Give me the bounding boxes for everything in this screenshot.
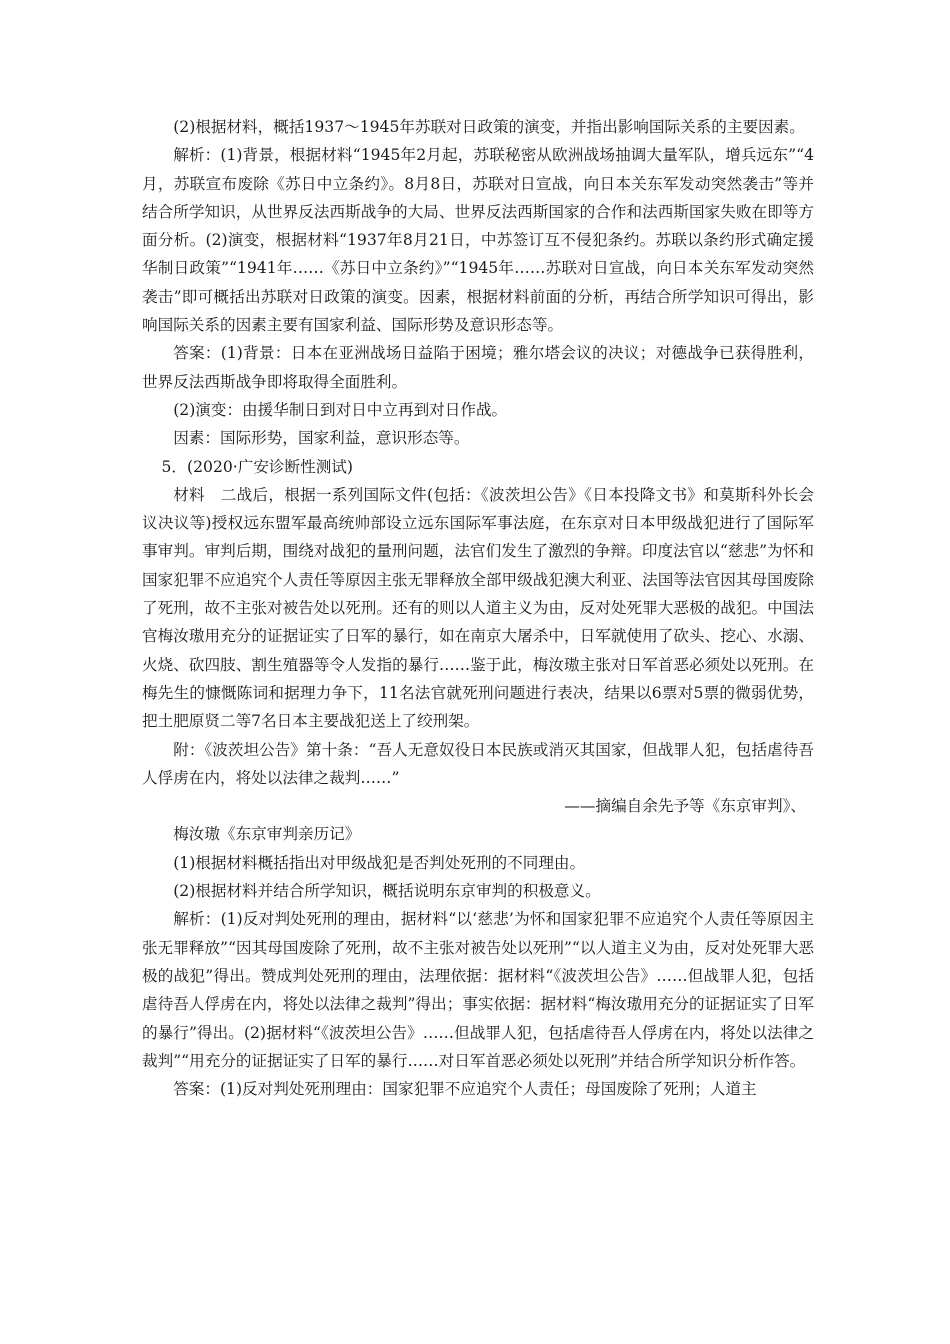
answer-evolution: (2)演变：由援华制日到对日中立再到对日作战。	[173, 400, 508, 419]
answer-background: 答案：(1)背景：日本在亚洲战场日益陷于困境；雅尔塔会议的决议；对德战争已获得胜利，世界反法西斯战争即将取得全面胜利。	[142, 344, 814, 391]
material-paragraph: 材料 二战后，根据一系列国际文件(包括：《波茨坦公告》《日本投降文书》和莫斯科外长会议决议等)授权远东盟军最高统帅部设立远东国际军事法庭，在东京对日本甲级战犯进行了国际军事审判。审判后期，围绕对战犯的量刑问题，法官们发生了激烈的争辩。印度法官以“慈悲”为怀和国家犯罪不应追究个人责任等原因主张无罪释放全部甲级战犯澳大利亚、法国等法官因其母国废除了死刑，故不主张对被告处以死刑。还有的则以人道主义为由，反对处死罪大恶极的战犯。中国法官梅汝璈用充分的证据证实了日军的暴行，如在南京大屠杀中，日军就使用了砍头、挖心、水溺、火烧、砍四肢、割生殖器等令人发指的暴行……鉴于此，梅汝璈主张对日军首恶必须处以死刑。在梅先生的慷慨陈词和据理力争下，11名法官就死刑问题进行表决，结果以6票对5票的微弱优势，把土肥原贤二等7名日本主要战犯送上了绞刑架。	[142, 485, 814, 731]
analysis-paragraph: 解析：(1)背景，根据材料“1945年2月起，苏联秘密从欧洲战场抽调大量军队，增兵远东”“4月，苏联宣布废除《苏日中立条约》。8月8日，苏联对日宣战，向日本关东军发动突然袭击”等并结合所学知识，从世界反法西斯战争的大局、世界反法西斯国家的合作和法西斯国家失败在即等方面分析。(2)演变，根据材料“1937年8月21日，中苏签订互不侵犯条约。苏联以条约形式确定援华制日政策”“1941年……《苏日中立条约》”“1945年……苏联对日宣战，向日本关东军发动突然袭击”即可概括出苏联对日政策的演变。因素，根据材料前面的分析，再结合所学知识可得出，影响国际关系的因素主要有国家利益、国际形势及意识形态等。	[142, 146, 814, 335]
answer-paragraph-5: 答案：(1)反对判处死刑理由：国家犯罪不应追究个人责任；母国废除了死刑；人道主	[173, 1080, 757, 1099]
sub-question-1: (1)根据材料概括指出对甲级战犯是否判处死刑的不同理由。	[173, 853, 586, 872]
source-citation-cont: 梅汝璈《东京审判亲历记》	[173, 825, 361, 844]
answer-factors: 因素：国际形势，国家利益，意识形态等。	[173, 429, 470, 448]
source-citation: ——摘编自余先予等《东京审判》、	[564, 797, 806, 816]
question-5-heading: 5．(2020·广安诊断性测试)	[161, 457, 353, 476]
appendix-paragraph: 附：《波茨坦公告》第十条：“吾人无意奴役日本民族或消灭其国家，但战罪人犯，包括虐待吾人俘虏在内，将处以法律之裁判……”	[142, 740, 814, 787]
question-2: (2)根据材料，概括1937～1945年苏联对日政策的演变，并指出影响国际关系的主要因素。	[173, 118, 805, 136]
sub-question-2: (2)根据材料并结合所学知识，概括说明东京审判的积极意义。	[173, 882, 601, 901]
analysis-paragraph-5: 解析：(1)反对判处死刑的理由，据材料“以‘慈悲’为怀和国家犯罪不应追究个人责任等原因主张无罪释放”“因其母国废除了死刑，故不主张对被告处以死刑”“以人道主义为由，反对处死罪大恶极的战犯”得出。赞成判处死刑的理由，法理依据：据材料“《波茨坦公告》……但战罪人犯，包括虐待吾人俘虏在内，将处以法律之裁判”得出；事实依据：据材料“梅汝璈用充分的证据证实了日军的暴行”得出。(2)据材料“《波茨坦公告》……但战罪人犯，包括虐待吾人俘虏在内，将处以法律之裁判”“用充分的证据证实了日军的暴行……对日军首恶必须处以死刑”并结合所学知识分析作答。	[142, 910, 814, 1070]
document-page	[142, 113, 814, 1103]
